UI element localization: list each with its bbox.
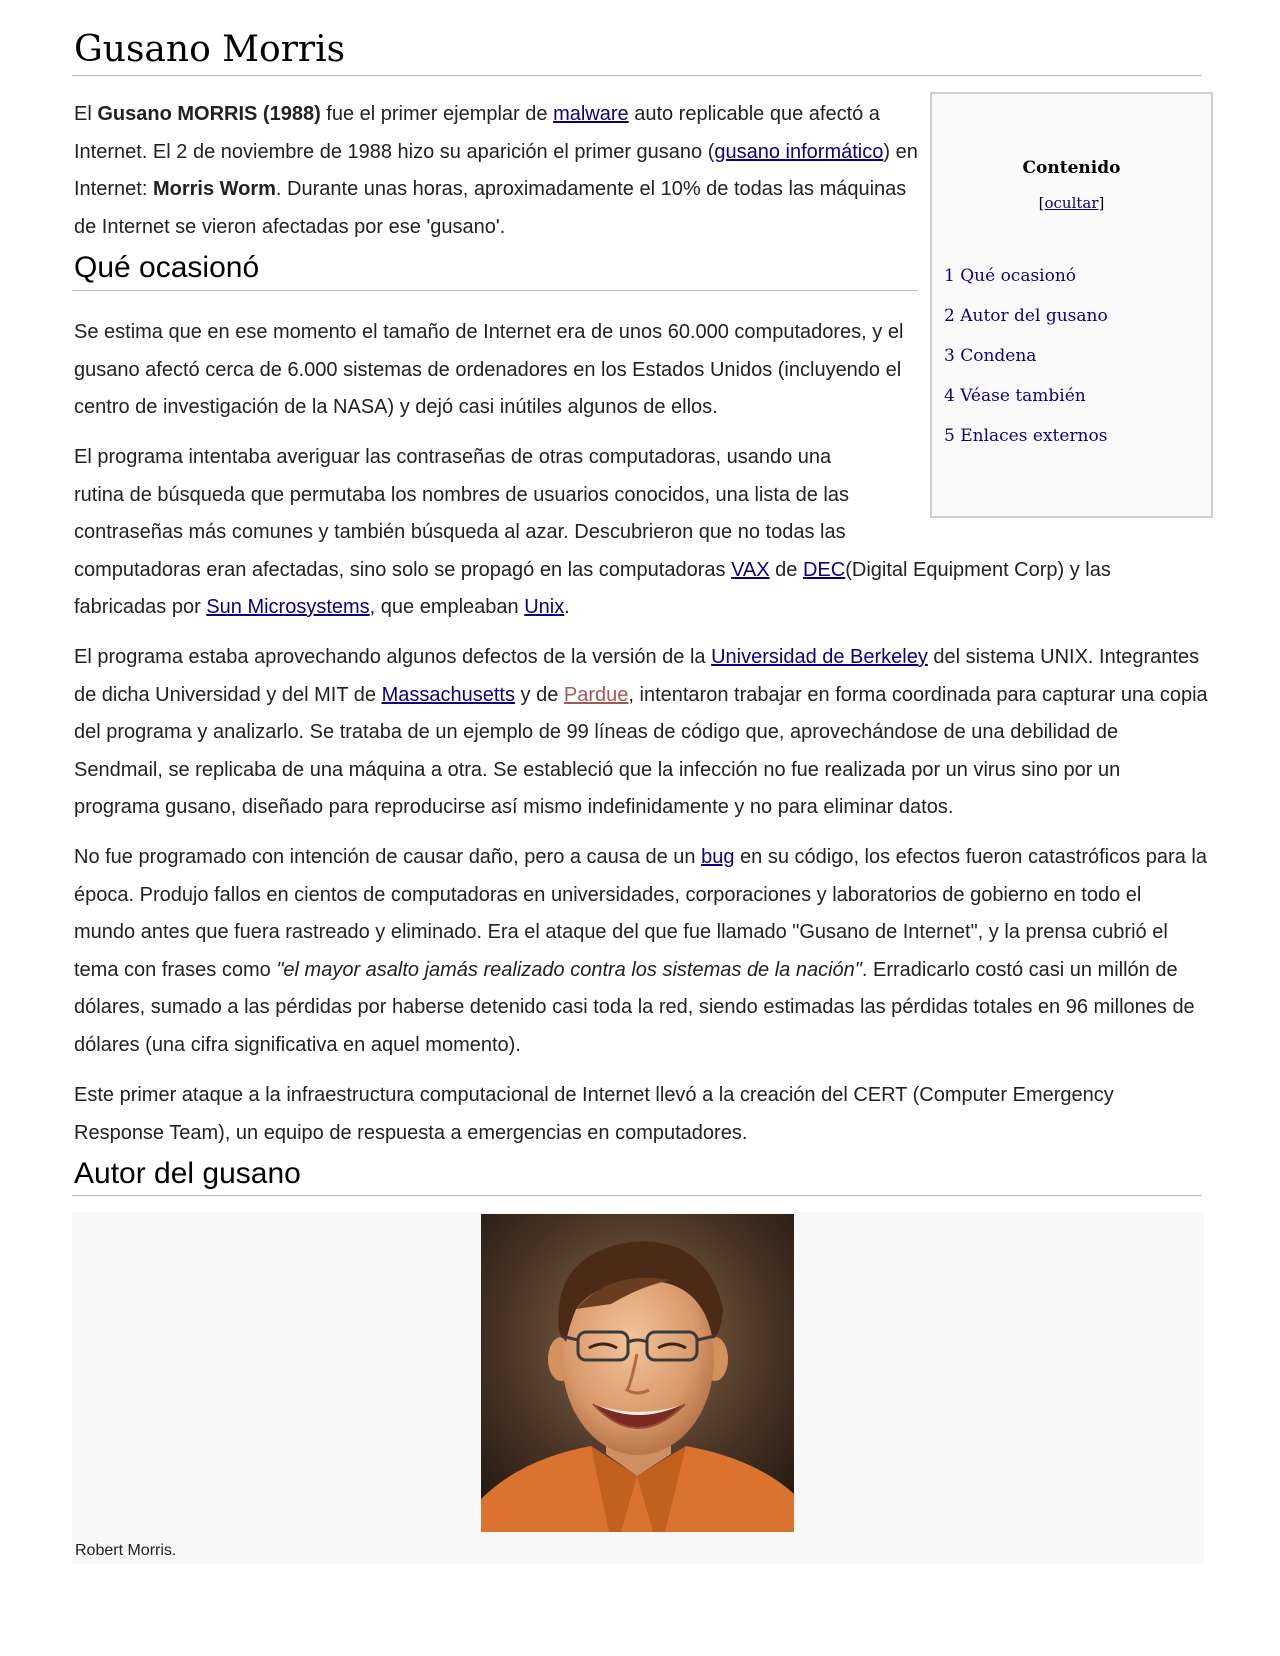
sun-microsystems-link[interactable]: Sun Microsystems [206, 596, 370, 618]
section-divider [72, 1195, 1202, 1196]
title-divider [72, 75, 1202, 76]
dec-link[interactable]: DEC [802, 558, 846, 581]
massachusetts-link[interactable]: Massachusetts [381, 683, 515, 706]
section-heading-que-ocasiono: Qué ocasionó [74, 251, 260, 284]
vax-link[interactable]: VAX [731, 558, 770, 581]
photo-caption: Robert Morris. [75, 1542, 177, 1559]
paragraph-text: No fue programado con intención de causar daño, pero a causa de un [74, 846, 702, 868]
paragraph-text: y de [514, 683, 564, 706]
toc-item-vease-tambien[interactable]: 4 Véase también [944, 386, 1086, 406]
toc-heading: Contenido [1022, 158, 1121, 178]
paragraph-text: en su código, los efectos fueron catastróficos para la época. Produjo fallos en cientos de computadoras en universidades, corporaciones y laboratorios de gobierno en todo el mundo antes que fuera rastreado y eliminado. Era el ataque del que fue llamado "Gusano de Internet", y la prensa cubrió el tema con frases como [74, 846, 1207, 981]
toc-toggle [932, 194, 1211, 212]
intro-text: auto replicable que afectó a Internet. El 2 de noviembre de 1988 hizo su aparición el primer gusano ( [74, 103, 880, 163]
paragraph-berkeley [74, 639, 1208, 827]
paragraph-text: , intentaron trabajar en forma coordinada para capturar una copia del programa y analizarlo. Se trataba de un ejemplo de 99 líneas de código que, aprovechándose de una debilidad de Sendmail, se replicaba de una máquina a otra. Se estableció que la infección no fue realizada por un virus sino por un programa gusano, diseñado para reproducirse así mismo indefinidamente y no para eliminar datos. [74, 683, 1208, 818]
toc-toggle-open: [ [1038, 194, 1045, 212]
robert-morris-photo [481, 1214, 794, 1532]
intro-text: El [74, 103, 98, 125]
pardue-link[interactable]: Pardue [563, 683, 629, 706]
paragraph-text: , que empleaban [369, 596, 525, 618]
paragraph-cert: Este primer ataque a la infraestructura computacional de Internet llevó a la creación del CERT (Computer Emergency Response Team), un equipo de respuesta a emergencias en computadores. [74, 1084, 1114, 1144]
toc-list [944, 266, 1108, 466]
intro-text: . Durante unas horas, aproximadamente el 10% de todas las máquinas de Internet se vieron afectadas por ese 'gusano'. [74, 178, 907, 238]
paragraph-line [74, 552, 1208, 627]
toc-item-enlaces-externos[interactable]: 5 Enlaces externos [944, 426, 1108, 446]
toc-hide-link[interactable]: ocultar [1044, 194, 1099, 212]
press-quote: "el mayor asalto jamás realizado contra los sistemas de la nación" [276, 958, 862, 981]
malware-link[interactable]: malware [553, 103, 629, 125]
gusano-informatico-link[interactable]: gusano informático [714, 140, 884, 163]
author-figure [72, 1212, 1204, 1564]
paragraph-internet-size: Se estima que en ese momento el tamaño de Internet era de unos 60.000 computadores, y el gusano afectó cerca de 6.000 sistemas de ordenadores en los Estados Unidos (incluyendo el centro de investigación de la NASA) y dejó casi inútiles algunos de ellos. [74, 321, 904, 418]
paragraph-text: (Digital Equipment Corp) y las fabricadas por [74, 558, 1111, 618]
unix-link[interactable]: Unix [524, 596, 565, 618]
intro-bold-title: Gusano MORRIS (1988) [97, 103, 321, 125]
intro-paragraph [74, 96, 920, 246]
section-heading-autor-del-gusano: Autor del gusano [74, 1157, 301, 1190]
paragraph-line: contraseñas más comunes y también búsqueda al azar. Descubrieron que no todas las [74, 521, 846, 543]
paragraph-passwords [74, 439, 1208, 627]
paragraph-line: rutina de búsqueda que permutaba los nombres de usuarios conocidos, una lista de las [74, 483, 849, 506]
paragraph-text: . [564, 596, 570, 618]
intro-text: ) en Internet: [74, 140, 918, 200]
paragraph-text: computadoras eran afectadas, sino solo se propagó en las computadoras [74, 558, 732, 581]
paragraph-text: El programa estaba aprovechando algunos defectos de la versión de la [74, 646, 712, 668]
paragraph-text: . Erradicarlo costó casi un millón de dólares, sumado a las pérdidas por haberse detenido casi toda la red, siendo estimadas las pérdidas totales en 96 millones de dólares (una cifra significativa en aquel momento). [74, 958, 1195, 1056]
paragraph-text: del sistema UNIX. Integrantes de dicha Universidad y del MIT de [74, 646, 1200, 706]
intro-text: fue el primer ejemplar de [320, 103, 554, 125]
paragraph-line: El programa intentaba averiguar las contraseñas de otras computadoras, usando una [74, 446, 832, 468]
toc-item-condena[interactable]: 3 Condena [944, 346, 1037, 366]
intro-bold-worm: Morris Worm [152, 178, 276, 200]
universidad-de-berkeley-link[interactable]: Universidad de Berkeley [711, 646, 928, 668]
paragraph-bug [74, 839, 1208, 1064]
page-title: Gusano Morris [74, 29, 346, 70]
toc-item-que-ocasiono[interactable]: 1 Qué ocasionó [944, 266, 1077, 286]
paragraph-text: de [769, 558, 803, 581]
toc-item-autor-del-gusano[interactable]: 2 Autor del gusano [944, 306, 1108, 326]
section-divider [72, 290, 918, 291]
toc-toggle-close: ] [1098, 194, 1105, 212]
bug-link[interactable]: bug [701, 846, 735, 868]
